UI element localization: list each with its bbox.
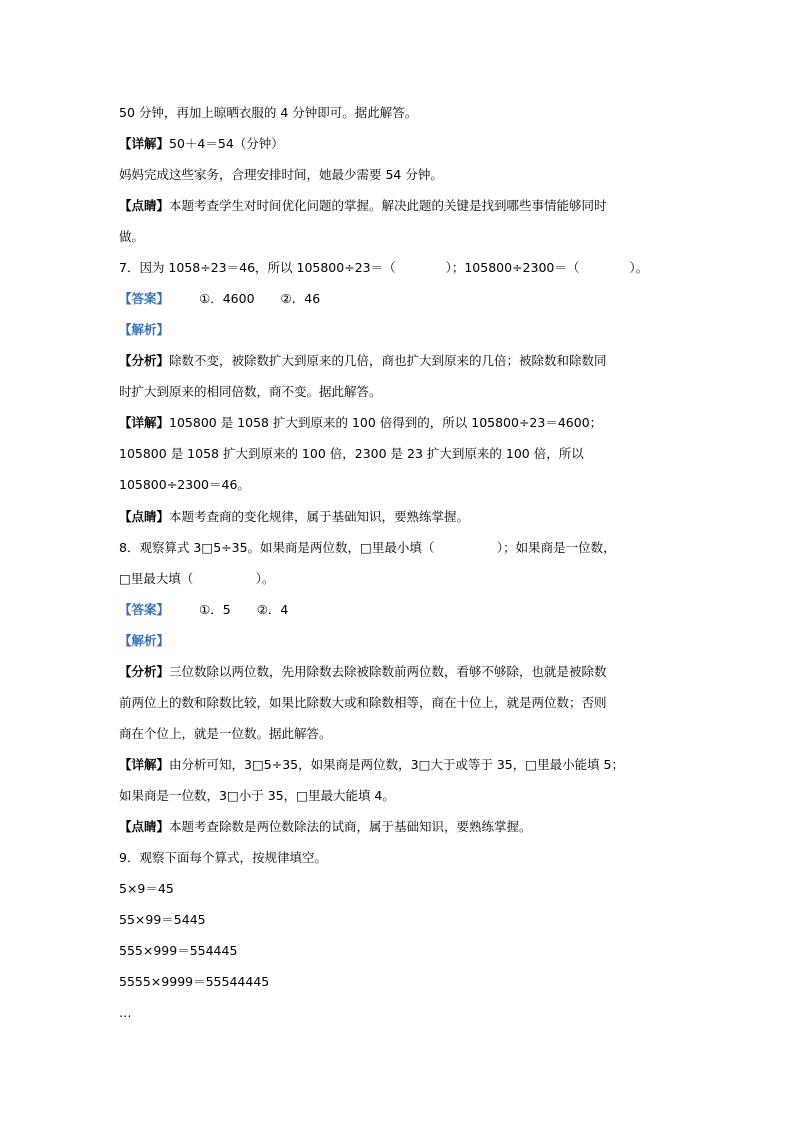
q8-question-line-1: 8．观察算式 3□5÷35。如果商是两位数，□里最小填（ ）；如果商是一位数， bbox=[119, 540, 616, 555]
review-tag: 【点睛】 bbox=[119, 819, 170, 834]
q7-analysis-tag: 【解析】 bbox=[119, 322, 170, 337]
q8-fenxi-line-3: 商在个位上，就是一位数。据此解答。 bbox=[119, 726, 332, 741]
q7-fenxi-line-1 bbox=[119, 352, 679, 370]
q7-review-line bbox=[119, 508, 679, 526]
q7-question: 7．因为 1058÷23＝46，所以 105800÷23＝（ ）；105800÷2300＝（ ）。 bbox=[119, 260, 649, 275]
q9-equation-4: 5555×9999＝55544445 bbox=[119, 974, 270, 989]
fenxi-tag: 【分析】 bbox=[119, 353, 170, 368]
q8-review-line bbox=[119, 818, 679, 836]
review-text: 本题考查除数是两位数除法的试商，属于基础知识，要熟练掌握。 bbox=[169, 819, 532, 834]
q9-equation-1: 5×9＝45 bbox=[119, 881, 174, 896]
answer-2: ②．4 bbox=[256, 602, 289, 617]
q6-review-line-1 bbox=[119, 197, 679, 215]
answer-tag: 【答案】 bbox=[119, 602, 170, 617]
q9-equation-2: 55×99＝5445 bbox=[119, 912, 206, 927]
q8-fenxi-line-1 bbox=[119, 663, 679, 681]
fenxi-text: 三位数除以两位数，先用除数去除被除数前两位数，看够不够除，也就是被除数 bbox=[169, 664, 607, 679]
answer-1: ①．4600 bbox=[199, 291, 255, 306]
review-text: 本题考查商的变化规律，属于基础知识，要熟练掌握。 bbox=[169, 509, 470, 524]
detail-text: 由分析可知，3□5÷35，如果商是两位数，3□大于或等于 35，□里最小能填 5； bbox=[169, 757, 624, 772]
q9-question: 9．观察下面每个算式，按规律填空。 bbox=[119, 850, 327, 865]
detail-text: 105800 是 1058 扩大到原来的 100 倍得到的，所以 105800÷23＝4600； bbox=[169, 415, 603, 430]
q8-detail-line-1 bbox=[119, 756, 679, 774]
q6-line-3: 妈妈完成这些家务，合理安排时间，她最少需要 54 分钟。 bbox=[119, 167, 443, 182]
q6-review-line-2: 做。 bbox=[119, 229, 145, 244]
answer-2: ②．46 bbox=[280, 291, 321, 306]
fenxi-tag: 【分析】 bbox=[119, 664, 170, 679]
q8-fenxi-line-2: 前两位上的数和除数比较，如果比除数大或和除数相等，商在十位上，就是两位数；否则 bbox=[119, 695, 607, 710]
detail-text: 50＋4＝54（分钟） bbox=[169, 136, 284, 151]
review-tag: 【点睛】 bbox=[119, 509, 170, 524]
q7-answer-line bbox=[119, 290, 679, 308]
detail-tag: 【详解】 bbox=[119, 136, 170, 151]
answer-tag: 【答案】 bbox=[119, 291, 170, 306]
q8-question-line-2: □里最大填（ ）。 bbox=[119, 571, 275, 586]
q7-detail-line-1 bbox=[119, 414, 679, 432]
detail-tag: 【详解】 bbox=[119, 415, 170, 430]
q8-answer-line bbox=[119, 601, 679, 619]
detail-tag: 【详解】 bbox=[119, 757, 170, 772]
q6-line-1: 50 分钟，再加上晾晒衣服的 4 分钟即可。据此解答。 bbox=[119, 105, 418, 120]
fenxi-text: 除数不变，被除数扩大到原来的几倍，商也扩大到原来的几倍；被除数和除数同 bbox=[169, 353, 607, 368]
review-text: 本题考查学生对时间优化问题的掌握。解决此题的关键是找到哪些事情能够同时 bbox=[169, 198, 607, 213]
q7-detail-line-2: 105800 是 1058 扩大到原来的 100 倍，2300 是 23 扩大到原来的 100 倍，所以 bbox=[119, 446, 584, 461]
q7-fenxi-line-2: 时扩大到原来的相同倍数，商不变。据此解答。 bbox=[119, 384, 382, 399]
q8-detail-line-2: 如果商是一位数，3□小于 35，□里最大能填 4。 bbox=[119, 788, 395, 803]
answer-1: ①．5 bbox=[199, 602, 231, 617]
q8-analysis-tag: 【解析】 bbox=[119, 633, 170, 648]
review-tag: 【点睛】 bbox=[119, 198, 170, 213]
q7-detail-line-3: 105800÷2300＝46。 bbox=[119, 477, 250, 492]
q9-equation-3: 555×999＝554445 bbox=[119, 943, 238, 958]
q6-detail-line bbox=[119, 135, 679, 153]
q9-ellipsis: … bbox=[119, 1005, 132, 1020]
